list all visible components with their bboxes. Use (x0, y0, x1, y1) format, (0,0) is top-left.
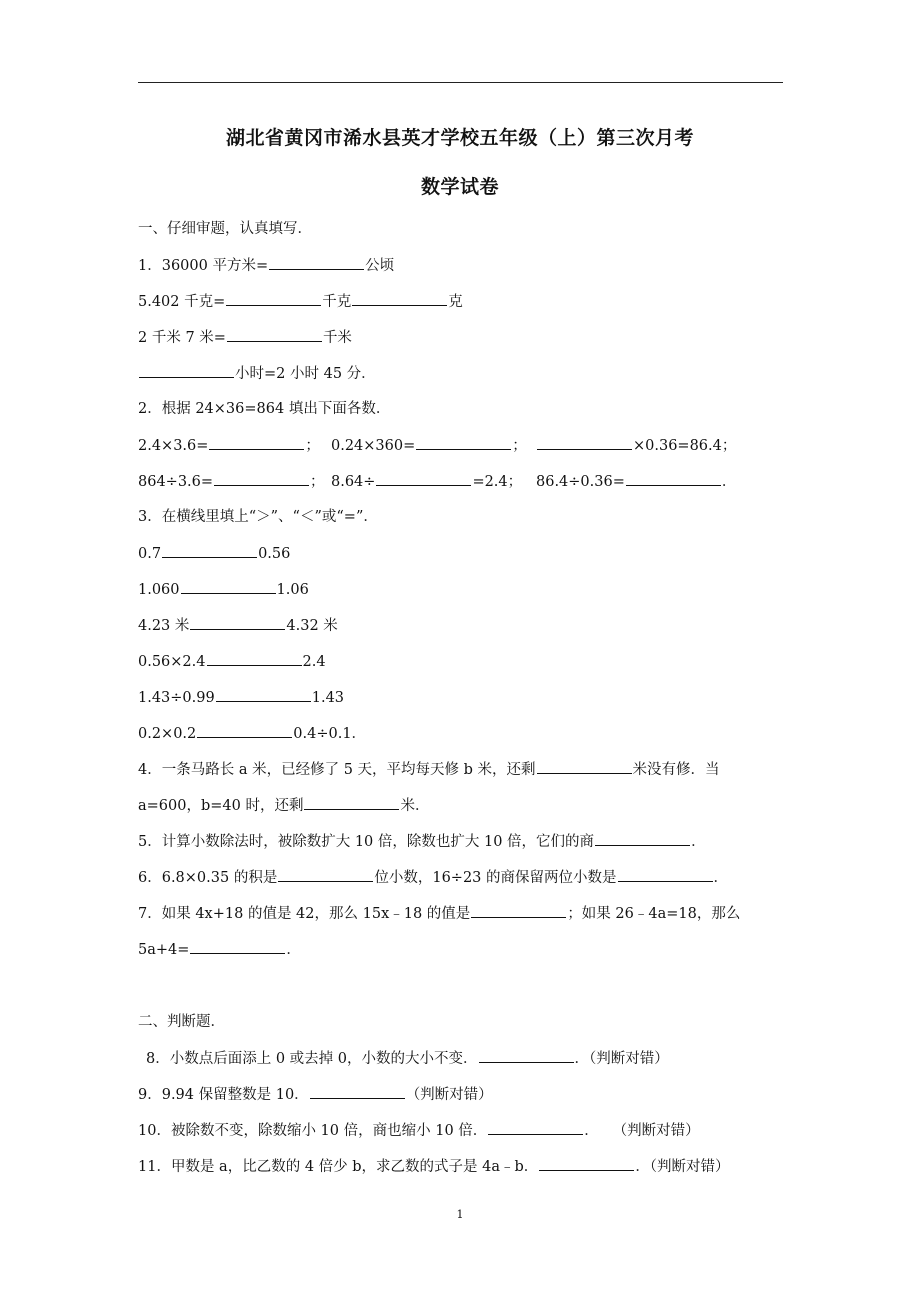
answer-blank[interactable] (216, 687, 311, 702)
answer-blank[interactable] (269, 255, 364, 270)
q1-line-b: 5.402 千克= 千克 克 (138, 291, 463, 312)
q9-line: 9．9.94 保留整数是 10． （判断对错） (138, 1084, 493, 1105)
q4-line1: 4．一条马路长 a 米，已经修了 5 天，平均每天修 b 米，还剩 米没有修．当 (138, 759, 720, 780)
q3-item: 0.56×2.4 2.4 (138, 651, 326, 672)
answer-blank[interactable] (304, 795, 399, 810)
answer-blank[interactable] (626, 471, 721, 486)
answer-blank[interactable] (537, 759, 632, 774)
answer-blank[interactable] (376, 471, 471, 486)
q3-item: 0.7 0.56 (138, 543, 290, 564)
exam-subtitle: 数学试卷 (420, 176, 499, 198)
exam-title: 湖北省黄冈市浠水县英才学校五年级（上）第三次月考 (225, 127, 694, 149)
answer-blank[interactable] (310, 1084, 405, 1099)
q6-line: 6．6.8×0.35 的积是 位小数，16÷23 的商保留两位小数是 ． (138, 867, 728, 888)
answer-blank[interactable] (278, 867, 373, 882)
answer-blank[interactable] (214, 471, 309, 486)
answer-blank[interactable] (416, 435, 511, 450)
q5-line: 5．计算小数除法时，被除数扩大 10 倍，除数也扩大 10 倍，它们的商 ． (138, 831, 706, 852)
q7-line2: 5a+4= ． (138, 939, 301, 960)
answer-blank[interactable] (190, 939, 285, 954)
answer-blank[interactable] (471, 903, 566, 918)
q3-stem: 3．在横线里填上“＞”、“＜”或“=”． (138, 509, 378, 525)
answer-blank[interactable] (162, 543, 257, 558)
answer-blank[interactable] (537, 435, 632, 450)
q7-line1: 7．如果 4x+18 的值是 42，那么 15x﹣18 的值是 ；如果 26﹣4a=18，那么 (138, 903, 740, 924)
q1-line-c: 2 千米 7 米= 千米 (138, 327, 352, 348)
q3-item: 1.43÷0.99 1.43 (138, 687, 344, 708)
q10-line: 10．被除数不变，除数缩小 10 倍，商也缩小 10 倍． ． （判断对错） (138, 1120, 700, 1141)
answer-blank[interactable] (181, 579, 276, 594)
answer-blank[interactable] (226, 291, 321, 306)
section2-heading: 二、判断题． (138, 1014, 225, 1030)
q3-item: 0.2×0.2 0.4÷0.1． (138, 723, 366, 744)
section1-heading: 一、仔细审题，认真填写． (138, 221, 312, 237)
header-rule (138, 82, 783, 83)
q11-line: 11．甲数是 a，比乙数的 4 倍少 b，求乙数的式子是 4a﹣b． ．（判断对错） (138, 1156, 730, 1177)
q8-line: 8．小数点后面添上 0 或去掉 0，小数的大小不变． ．（判断对错） (146, 1048, 669, 1069)
answer-blank[interactable] (595, 831, 690, 846)
q3-item: 4.23 米 4.32 米 (138, 615, 338, 636)
q3-item: 1.060 1.06 (138, 579, 309, 600)
page-number: 1 (456, 1208, 464, 1221)
answer-blank[interactable] (197, 723, 292, 738)
answer-blank[interactable] (618, 867, 713, 882)
answer-blank[interactable] (209, 435, 304, 450)
q2-stem: 2．根据 24×36=864 填出下面各数． (138, 401, 391, 417)
q1-line-d: 小时=2 小时 45 分． (138, 363, 376, 384)
q1-line-a: 1．36000 平方米= 公顷 (138, 255, 394, 276)
answer-blank[interactable] (352, 291, 447, 306)
answer-blank[interactable] (488, 1120, 583, 1135)
answer-blank[interactable] (190, 615, 285, 630)
answer-blank[interactable] (539, 1156, 634, 1171)
answer-blank[interactable] (479, 1048, 574, 1063)
answer-blank[interactable] (227, 327, 322, 342)
answer-blank[interactable] (207, 651, 302, 666)
q4-line2: a=600，b=40 时，还剩 米． (138, 795, 429, 816)
answer-blank[interactable] (139, 363, 234, 378)
